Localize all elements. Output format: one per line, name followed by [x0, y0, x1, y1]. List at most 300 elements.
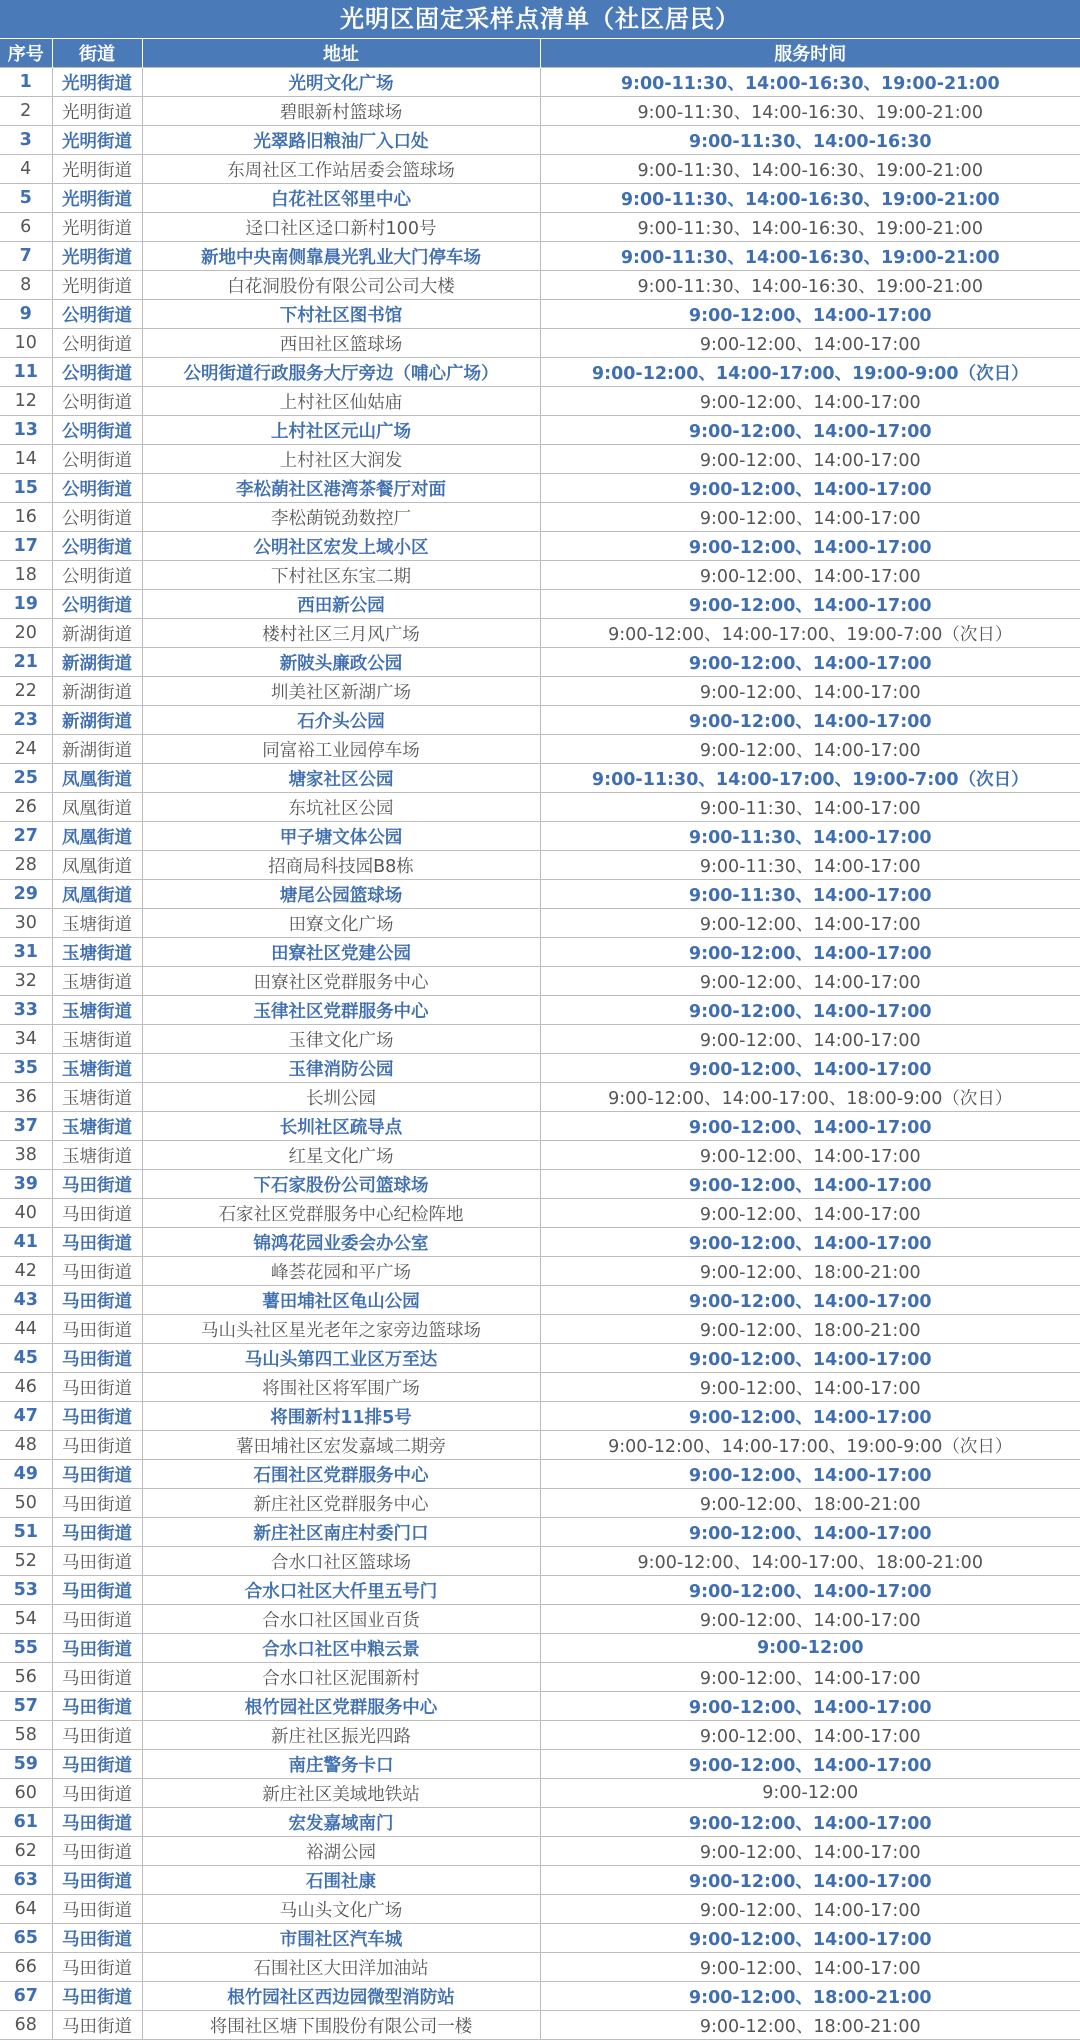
table-row — [0, 416, 1080, 445]
cell-address: 下村社区东宝二期 — [142, 561, 540, 590]
cell-index: 62 — [0, 1837, 52, 1866]
table-row — [0, 1518, 1080, 1547]
cell-index: 3 — [0, 126, 52, 155]
cell-address: 下石家股份公司篮球场 — [142, 1170, 540, 1199]
table-row — [0, 1634, 1080, 1663]
cell-address: 东周社区工作站居委会篮球场 — [142, 155, 540, 184]
cell-hours: 9:00-12:00、14:00-17:00 — [540, 1141, 1080, 1170]
cell-hours: 9:00-12:00、14:00-17:00 — [540, 1373, 1080, 1402]
table-row — [0, 735, 1080, 764]
cell-hours: 9:00-12:00、14:00-17:00 — [540, 648, 1080, 677]
cell-index: 52 — [0, 1547, 52, 1576]
cell-index: 64 — [0, 1895, 52, 1924]
cell-address: 塘家社区公园 — [142, 764, 540, 793]
table-row — [0, 1924, 1080, 1953]
cell-street: 玉塘街道 — [52, 1083, 142, 1112]
cell-address: 塘尾公园篮球场 — [142, 880, 540, 909]
cell-street: 凤凰街道 — [52, 822, 142, 851]
cell-address: 招商局科技园B8栋 — [142, 851, 540, 880]
table-row — [0, 822, 1080, 851]
cell-street: 玉塘街道 — [52, 1141, 142, 1170]
cell-hours: 9:00-11:30、14:00-17:00 — [540, 822, 1080, 851]
cell-index: 28 — [0, 851, 52, 880]
cell-address: 新庄社区南庄村委门口 — [142, 1518, 540, 1547]
cell-street: 马田街道 — [52, 1170, 142, 1199]
cell-index: 7 — [0, 242, 52, 271]
cell-index: 68 — [0, 2011, 52, 2040]
cell-street: 马田街道 — [52, 1373, 142, 1402]
cell-street: 光明街道 — [52, 126, 142, 155]
cell-hours: 9:00-12:00、14:00-17:00 — [540, 445, 1080, 474]
table-row — [0, 909, 1080, 938]
header-address: 地址 — [142, 39, 540, 68]
cell-address: 碧眼新村篮球场 — [142, 97, 540, 126]
cell-hours: 9:00-11:30、14:00-17:00 — [540, 880, 1080, 909]
cell-hours: 9:00-12:00、14:00-17:00 — [540, 996, 1080, 1025]
table-row — [0, 68, 1080, 97]
cell-street: 马田街道 — [52, 1547, 142, 1576]
cell-hours: 9:00-12:00、14:00-17:00 — [540, 561, 1080, 590]
cell-street: 玉塘街道 — [52, 967, 142, 996]
table-row — [0, 1605, 1080, 1634]
table-row — [0, 590, 1080, 619]
cell-street: 马田街道 — [52, 1634, 142, 1663]
cell-street: 马田街道 — [52, 1402, 142, 1431]
cell-street: 马田街道 — [52, 1692, 142, 1721]
cell-address: 市围社区汽车城 — [142, 1924, 540, 1953]
cell-address: 长圳社区疏导点 — [142, 1112, 540, 1141]
cell-address: 根竹园社区党群服务中心 — [142, 1692, 540, 1721]
cell-hours: 9:00-12:00、14:00-17:00 — [540, 1199, 1080, 1228]
cell-index: 40 — [0, 1199, 52, 1228]
cell-index: 15 — [0, 474, 52, 503]
cell-address: 圳美社区新湖广场 — [142, 677, 540, 706]
cell-index: 21 — [0, 648, 52, 677]
cell-street: 玉塘街道 — [52, 1112, 142, 1141]
cell-index: 29 — [0, 880, 52, 909]
cell-index: 65 — [0, 1924, 52, 1953]
table-row — [0, 155, 1080, 184]
table-row — [0, 1576, 1080, 1605]
cell-address: 上村社区元山广场 — [142, 416, 540, 445]
cell-index: 54 — [0, 1605, 52, 1634]
cell-street: 公明街道 — [52, 300, 142, 329]
cell-street: 公明街道 — [52, 532, 142, 561]
cell-address: 新地中央南侧靠晨光乳业大门停车场 — [142, 242, 540, 271]
cell-street: 凤凰街道 — [52, 793, 142, 822]
cell-index: 55 — [0, 1634, 52, 1663]
cell-street: 光明街道 — [52, 271, 142, 300]
cell-street: 光明街道 — [52, 242, 142, 271]
cell-hours: 9:00-11:30、14:00-17:00 — [540, 851, 1080, 880]
cell-address: 楼村社区三月风广场 — [142, 619, 540, 648]
cell-address: 薯田埔社区宏发嘉域二期旁 — [142, 1431, 540, 1460]
table-row — [0, 1286, 1080, 1315]
cell-hours: 9:00-12:00、14:00-17:00 — [540, 735, 1080, 764]
table-row — [0, 764, 1080, 793]
cell-index: 5 — [0, 184, 52, 213]
cell-index: 33 — [0, 996, 52, 1025]
cell-address: 甲子塘文体公园 — [142, 822, 540, 851]
cell-street: 马田街道 — [52, 1808, 142, 1837]
cell-hours: 9:00-12:00、14:00-17:00 — [540, 532, 1080, 561]
table-row — [0, 851, 1080, 880]
cell-street: 光明街道 — [52, 97, 142, 126]
cell-index: 4 — [0, 155, 52, 184]
cell-street: 马田街道 — [52, 1431, 142, 1460]
cell-hours: 9:00-12:00、14:00-17:00 — [540, 938, 1080, 967]
cell-index: 32 — [0, 967, 52, 996]
cell-hours: 9:00-12:00、14:00-17:00 — [540, 1663, 1080, 1692]
cell-street: 公明街道 — [52, 387, 142, 416]
cell-index: 43 — [0, 1286, 52, 1315]
cell-street: 马田街道 — [52, 1344, 142, 1373]
cell-address: 玉律文化广场 — [142, 1025, 540, 1054]
table-row — [0, 532, 1080, 561]
cell-street: 公明街道 — [52, 561, 142, 590]
cell-hours: 9:00-12:00、14:00-17:00、19:00-9:00（次日） — [540, 1431, 1080, 1460]
table-row — [0, 967, 1080, 996]
cell-index: 18 — [0, 561, 52, 590]
table-row — [0, 1083, 1080, 1112]
cell-index: 45 — [0, 1344, 52, 1373]
cell-index: 6 — [0, 213, 52, 242]
table-row — [0, 1025, 1080, 1054]
cell-hours: 9:00-12:00、14:00-17:00 — [540, 300, 1080, 329]
cell-address: 新庄社区振光四路 — [142, 1721, 540, 1750]
cell-address: 薯田埔社区龟山公园 — [142, 1286, 540, 1315]
table-row — [0, 1808, 1080, 1837]
cell-street: 凤凰街道 — [52, 764, 142, 793]
cell-hours: 9:00-12:00、14:00-17:00 — [540, 1228, 1080, 1257]
table-row — [0, 1199, 1080, 1228]
cell-hours: 9:00-12:00、14:00-17:00 — [540, 416, 1080, 445]
table-row — [0, 619, 1080, 648]
table-row — [0, 474, 1080, 503]
cell-hours: 9:00-12:00、14:00-17:00 — [540, 909, 1080, 938]
cell-street: 公明街道 — [52, 416, 142, 445]
table-row — [0, 1663, 1080, 1692]
cell-street: 马田街道 — [52, 1779, 142, 1808]
cell-address: 裕湖公园 — [142, 1837, 540, 1866]
cell-hours: 9:00-11:30、14:00-16:30 — [540, 126, 1080, 155]
cell-street: 公明街道 — [52, 474, 142, 503]
table-row — [0, 1170, 1080, 1199]
cell-address: 锦鸿花园业委会办公室 — [142, 1228, 540, 1257]
cell-index: 46 — [0, 1373, 52, 1402]
cell-address: 光明文化广场 — [142, 68, 540, 97]
table-row — [0, 1779, 1080, 1808]
cell-index: 17 — [0, 532, 52, 561]
cell-index: 37 — [0, 1112, 52, 1141]
cell-hours: 9:00-12:00、14:00-17:00 — [540, 1866, 1080, 1895]
cell-address: 同富裕工业园停车场 — [142, 735, 540, 764]
table-row — [0, 880, 1080, 909]
table-row — [0, 1750, 1080, 1779]
cell-index: 50 — [0, 1489, 52, 1518]
cell-hours: 9:00-12:00、14:00-17:00 — [540, 1460, 1080, 1489]
cell-street: 新湖街道 — [52, 677, 142, 706]
cell-index: 49 — [0, 1460, 52, 1489]
cell-address: 李松蓢社区港湾茶餐厅对面 — [142, 474, 540, 503]
cell-index: 16 — [0, 503, 52, 532]
cell-index: 2 — [0, 97, 52, 126]
cell-hours: 9:00-12:00、14:00-17:00 — [540, 474, 1080, 503]
cell-address: 石围社区党群服务中心 — [142, 1460, 540, 1489]
table-row — [0, 1547, 1080, 1576]
cell-hours: 9:00-12:00、18:00-21:00 — [540, 2011, 1080, 2040]
cell-address: 李松蓢锐劲数控厂 — [142, 503, 540, 532]
table-row — [0, 1257, 1080, 1286]
cell-address: 白花洞股份有限公司公司大楼 — [142, 271, 540, 300]
cell-address: 下村社区图书馆 — [142, 300, 540, 329]
cell-address: 石围社区大田洋加油站 — [142, 1953, 540, 1982]
cell-street: 马田街道 — [52, 1605, 142, 1634]
cell-hours: 9:00-12:00、14:00-17:00、19:00-7:00（次日） — [540, 619, 1080, 648]
cell-index: 48 — [0, 1431, 52, 1460]
cell-address: 马山头文化广场 — [142, 1895, 540, 1924]
cell-hours: 9:00-12:00、14:00-17:00 — [540, 1750, 1080, 1779]
cell-hours: 9:00-12:00、18:00-21:00 — [540, 1489, 1080, 1518]
cell-address: 合水口社区泥围新村 — [142, 1663, 540, 1692]
cell-street: 公明街道 — [52, 358, 142, 387]
cell-index: 60 — [0, 1779, 52, 1808]
cell-address: 合水口社区大仟里五号门 — [142, 1576, 540, 1605]
sheet-title: 光明区固定采样点清单（社区居民） — [0, 0, 1080, 39]
table-row — [0, 561, 1080, 590]
cell-street: 马田街道 — [52, 1721, 142, 1750]
table-row — [0, 1431, 1080, 1460]
cell-index: 42 — [0, 1257, 52, 1286]
cell-street: 马田街道 — [52, 1953, 142, 1982]
cell-index: 66 — [0, 1953, 52, 1982]
cell-hours: 9:00-12:00、14:00-17:00 — [540, 967, 1080, 996]
table-row — [0, 677, 1080, 706]
cell-street: 玉塘街道 — [52, 1054, 142, 1083]
cell-hours: 9:00-12:00、14:00-17:00 — [540, 1112, 1080, 1141]
cell-street: 玉塘街道 — [52, 1025, 142, 1054]
cell-index: 56 — [0, 1663, 52, 1692]
cell-index: 26 — [0, 793, 52, 822]
cell-index: 20 — [0, 619, 52, 648]
cell-address: 田寮社区党群服务中心 — [142, 967, 540, 996]
cell-hours: 9:00-12:00、14:00-17:00、18:00-9:00（次日） — [540, 1083, 1080, 1112]
cell-address: 石介头公园 — [142, 706, 540, 735]
cell-street: 马田街道 — [52, 1837, 142, 1866]
cell-index: 10 — [0, 329, 52, 358]
cell-hours: 9:00-12:00、14:00-17:00 — [540, 706, 1080, 735]
cell-index: 11 — [0, 358, 52, 387]
cell-address: 将围社区将军围广场 — [142, 1373, 540, 1402]
cell-street: 光明街道 — [52, 155, 142, 184]
cell-index: 27 — [0, 822, 52, 851]
cell-hours: 9:00-12:00、14:00-17:00 — [540, 1837, 1080, 1866]
cell-index: 23 — [0, 706, 52, 735]
table-row — [0, 1692, 1080, 1721]
cell-index: 14 — [0, 445, 52, 474]
header-street: 街道 — [52, 39, 142, 68]
table-row — [0, 1344, 1080, 1373]
cell-address: 南庄警务卡口 — [142, 1750, 540, 1779]
cell-address: 田寮社区党建公园 — [142, 938, 540, 967]
cell-address: 田寮文化广场 — [142, 909, 540, 938]
table-row — [0, 184, 1080, 213]
cell-street: 玉塘街道 — [52, 909, 142, 938]
cell-street: 马田街道 — [52, 1228, 142, 1257]
cell-hours: 9:00-11:30、14:00-16:30、19:00-21:00 — [540, 97, 1080, 126]
cell-street: 马田街道 — [52, 1199, 142, 1228]
cell-street: 凤凰街道 — [52, 880, 142, 909]
cell-address: 新庄社区党群服务中心 — [142, 1489, 540, 1518]
cell-hours: 9:00-12:00、14:00-17:00 — [540, 1721, 1080, 1750]
cell-hours: 9:00-11:30、14:00-16:30、19:00-21:00 — [540, 242, 1080, 271]
cell-index: 9 — [0, 300, 52, 329]
cell-address: 玉律社区党群服务中心 — [142, 996, 540, 1025]
table-row — [0, 1112, 1080, 1141]
cell-address: 峰荟花园和平广场 — [142, 1257, 540, 1286]
cell-street: 新湖街道 — [52, 648, 142, 677]
cell-index: 61 — [0, 1808, 52, 1837]
cell-hours: 9:00-12:00 — [540, 1779, 1080, 1808]
cell-address: 根竹园社区西边园微型消防站 — [142, 1982, 540, 2011]
cell-street: 公明街道 — [52, 329, 142, 358]
cell-street: 马田街道 — [52, 1982, 142, 2011]
cell-hours: 9:00-12:00、14:00-17:00 — [540, 1692, 1080, 1721]
table-row — [0, 1982, 1080, 2011]
cell-address: 上村社区仙姑庙 — [142, 387, 540, 416]
cell-address: 马山头第四工业区万至达 — [142, 1344, 540, 1373]
table-row — [0, 126, 1080, 155]
cell-address: 西田社区篮球场 — [142, 329, 540, 358]
cell-address: 长圳公园 — [142, 1083, 540, 1112]
cell-hours: 9:00-11:30、14:00-16:30、19:00-21:00 — [540, 271, 1080, 300]
cell-hours: 9:00-12:00、18:00-21:00 — [540, 1315, 1080, 1344]
cell-hours: 9:00-11:30、14:00-17:00、19:00-7:00（次日） — [540, 764, 1080, 793]
cell-street: 公明街道 — [52, 590, 142, 619]
table-row — [0, 300, 1080, 329]
cell-index: 57 — [0, 1692, 52, 1721]
cell-street: 马田街道 — [52, 1924, 142, 1953]
cell-hours: 9:00-12:00、14:00-17:00 — [540, 1170, 1080, 1199]
cell-street: 新湖街道 — [52, 706, 142, 735]
cell-hours: 9:00-11:30、14:00-16:30、19:00-21:00 — [540, 184, 1080, 213]
cell-address: 光翠路旧粮油厂入口处 — [142, 126, 540, 155]
table-row — [0, 503, 1080, 532]
cell-street: 马田街道 — [52, 1286, 142, 1315]
cell-hours: 9:00-12:00、14:00-17:00 — [540, 1576, 1080, 1605]
cell-hours: 9:00-12:00、18:00-21:00 — [540, 1982, 1080, 2011]
cell-index: 38 — [0, 1141, 52, 1170]
table-row — [0, 1721, 1080, 1750]
header-hours: 服务时间 — [540, 39, 1080, 68]
table-row — [0, 2011, 1080, 2040]
table-row — [0, 213, 1080, 242]
table-row — [0, 271, 1080, 300]
cell-street: 新湖街道 — [52, 619, 142, 648]
cell-street: 新湖街道 — [52, 735, 142, 764]
header-index: 序号 — [0, 39, 52, 68]
cell-hours: 9:00-12:00、14:00-17:00 — [540, 1025, 1080, 1054]
cell-index: 63 — [0, 1866, 52, 1895]
cell-index: 22 — [0, 677, 52, 706]
cell-address: 上村社区大润发 — [142, 445, 540, 474]
cell-index: 24 — [0, 735, 52, 764]
cell-index: 30 — [0, 909, 52, 938]
table-row — [0, 1895, 1080, 1924]
cell-index: 58 — [0, 1721, 52, 1750]
cell-hours: 9:00-12:00、14:00-17:00 — [540, 329, 1080, 358]
cell-address: 新陂头廉政公园 — [142, 648, 540, 677]
cell-address: 将围新村11排5号 — [142, 1402, 540, 1431]
cell-index: 53 — [0, 1576, 52, 1605]
cell-street: 马田街道 — [52, 1866, 142, 1895]
table-row — [0, 1054, 1080, 1083]
cell-index: 39 — [0, 1170, 52, 1199]
table-row — [0, 648, 1080, 677]
cell-address: 合水口社区篮球场 — [142, 1547, 540, 1576]
cell-hours: 9:00-12:00、14:00-17:00 — [540, 1605, 1080, 1634]
cell-hours: 9:00-12:00、14:00-17:00 — [540, 590, 1080, 619]
cell-index: 59 — [0, 1750, 52, 1779]
cell-street: 马田街道 — [52, 1518, 142, 1547]
cell-index: 36 — [0, 1083, 52, 1112]
cell-index: 35 — [0, 1054, 52, 1083]
cell-address: 玉律消防公园 — [142, 1054, 540, 1083]
cell-street: 玉塘街道 — [52, 996, 142, 1025]
cell-hours: 9:00-11:30、14:00-16:30、19:00-21:00 — [540, 155, 1080, 184]
cell-index: 8 — [0, 271, 52, 300]
cell-index: 19 — [0, 590, 52, 619]
table-row — [0, 1953, 1080, 1982]
cell-street: 马田街道 — [52, 2011, 142, 2040]
table-row — [0, 97, 1080, 126]
table-row — [0, 387, 1080, 416]
table-row — [0, 358, 1080, 387]
cell-street: 马田街道 — [52, 1257, 142, 1286]
cell-address: 合水口社区中粮云景 — [142, 1634, 540, 1663]
cell-index: 31 — [0, 938, 52, 967]
cell-address: 西田新公园 — [142, 590, 540, 619]
table-row — [0, 329, 1080, 358]
table-row — [0, 1460, 1080, 1489]
cell-address: 新庄社区美域地铁站 — [142, 1779, 540, 1808]
cell-hours: 9:00-12:00、14:00-17:00 — [540, 387, 1080, 416]
cell-street: 马田街道 — [52, 1489, 142, 1518]
cell-hours: 9:00-12:00、14:00-17:00 — [540, 1924, 1080, 1953]
cell-street: 光明街道 — [52, 184, 142, 213]
cell-address: 合水口社区国业百货 — [142, 1605, 540, 1634]
cell-index: 25 — [0, 764, 52, 793]
cell-address: 公明社区宏发上域小区 — [142, 532, 540, 561]
cell-street: 公明街道 — [52, 503, 142, 532]
sites-table — [0, 39, 1080, 2040]
cell-index: 34 — [0, 1025, 52, 1054]
cell-hours: 9:00-12:00、14:00-17:00 — [540, 1402, 1080, 1431]
cell-hours: 9:00-12:00、14:00-17:00 — [540, 1286, 1080, 1315]
cell-address: 马山头社区星光老年之家旁边篮球场 — [142, 1315, 540, 1344]
cell-index: 44 — [0, 1315, 52, 1344]
cell-address: 宏发嘉域南门 — [142, 1808, 540, 1837]
cell-street: 马田街道 — [52, 1315, 142, 1344]
cell-hours: 9:00-12:00、14:00-17:00、18:00-21:00 — [540, 1547, 1080, 1576]
table-row — [0, 996, 1080, 1025]
table-row — [0, 938, 1080, 967]
table-row — [0, 1489, 1080, 1518]
table-body — [0, 68, 1080, 2040]
cell-address: 白花社区邻里中心 — [142, 184, 540, 213]
table-header-row — [0, 39, 1080, 68]
table-row — [0, 793, 1080, 822]
